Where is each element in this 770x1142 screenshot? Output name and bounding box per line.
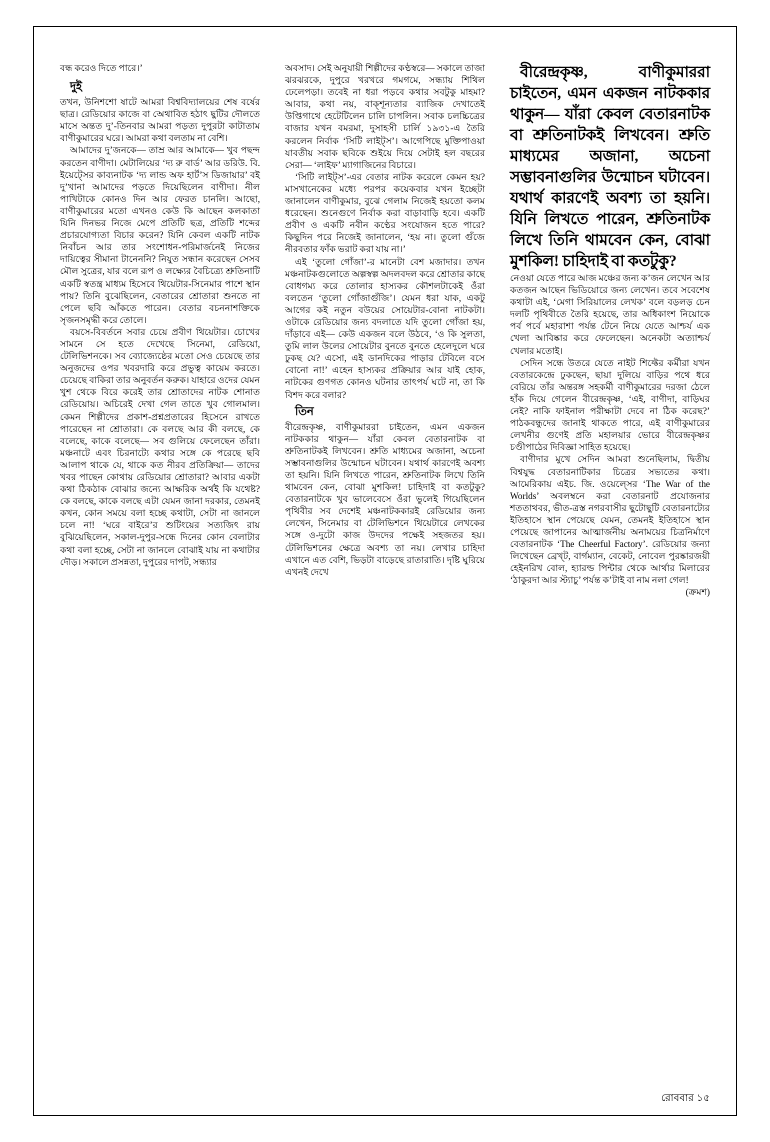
text-column-3: [510, 62, 710, 1084]
section-heading-three: তিন: [295, 405, 314, 418]
page-footer: রোববার ১৫: [661, 1093, 710, 1104]
paragraph: সেদিন সন্ধে উতরে যেতে নাইট শিফ্টের কর্মীরা যখন বেতারকেন্দ্রে ঢুকছেন, ছায়া দুলিয়ে বাড়ির পথে ধরে বেরিয়ে তাঁর অন্তরঙ্গ সহকর্মী বাণীকুমারের দরজা ঠেলে হাঁক দিয়ে গেলেন বীরেন্দ্রকৃষ্ণ, ‘এই, বাণীদা, বাড়িঘর নেই? নাকি ফাইনাল পরীক্ষাটা দেবে না ঠিক করেছ?’ পাঠকবন্ধুদের জানাই থাকতে পারে, এই বাণীকুমারের লেখনীর গুণেই প্রতি মহালয়ার ভোরে বীরেন্দ্রকৃষ্ণর চণ্ডীপাঠের দিবিজ্ঞা সাহিত হয়েছে।: [510, 357, 710, 453]
article-columns: [60, 62, 710, 1084]
paragraph: অবসাদ। সেই অনুযায়ী শিল্পীদের কণ্ঠস্বরে— সকালে তাজা ঝরঝরকে, দুপুরে খরখরে গমগমে, সন্ধ্যায় শিথিল ঢেলেপড়া। তবেই না ধরা পড়বে কথার সবটুকু মাহমা? আবার, কথা নয়, বাক্শূন্যতার ব্যাজিক দেখাতেই উপ্তিগাথে হেটেটিলেন চালি চাপলিন। সবাক চলচ্চিত্রের বাজার যখন বমরমা, দুসাহসী চার্লি ১৯৩১-এ তৈরি করলেন নির্বাক ‘সিটি লাইট্স’। আগেপিছে মুক্তিপাওয়া যাবতীয় সবাক ছবিকে শুইয়ে দিয়ে সেটাই হল বছরের সেরা— ‘লাইফ’ ম্যাগাজিনের বিচারে।: [285, 63, 485, 170]
pull-quote: বীরেন্দ্রকৃষ্ণ, বাণীকুমাররা চাইতেন, এমন একজন নাটককার থাকুন— যাঁরা কেবল বেতারনাটক বা শ্রুতিনাটকই লিখবেন। শ্রুতি মাধ্যমের অজানা, অচেনা সম্ভাবনাগুলির উন্মোচন ঘটাবেন। যথার্থ কারণেই অবশ্য তা হয়নি। যিনি লিখতে পারেন, শ্রুতিনাটক লিখে তিনি থামবেন কেন, বোঝা মুশকিল! চাহিদাই বা কতটুকু?: [510, 64, 710, 270]
text-column-2: [285, 62, 485, 1084]
paragraph: ‘সিটি লাইট্স’-এর বেতার নাটক করেলে কেমন হয়? মাসখানেকের মধ্যে পরপর কয়েকবার যখন ইচ্ছেটা জানালেন বাণীকুমার, বুঝে গেলাম নিজেই হয়তো কলম ধরেছেন। শুনেগুণে নির্বাক করা বাড়াবাড়ি হবে। একটি প্রবীণ ও একটি নবীন কণ্ঠের সংযোজন হতে পারে? কিছুদিন পরে নিজেই জানালেন, ‘হয় না। তুলো গুঁজে নীরবতার ফাঁক ভরাট করা যায় না।’: [285, 171, 485, 255]
paragraph: বয়সে-বিবর্তনে সবার চেয়ে প্রবীণ থিয়েটার। চোখের সামনে সে হতে দেখেছে সিনেমা, রেডিয়ো, টেলিভিশনকে। সব ব্যোজ্যেষ্ঠের মতো সেও চেয়েছে তার অনুজদের ওপর খবরদারি করে প্রভুত্ব কায়েম করতে। চেয়েছে বাকিরা তার অনুবর্তন করুক। যাহারে ওদের যেমন খুশ থেকে বিরে করেই তার শ্রোতাদের নাটক শোনাত রেডিয়োয়। অচিরেই দেখা গেল তাতে খুব গোলমাল। কেমন শিল্পীদের প্রকাশ-প্রশ্নপ্রতারের হিসেনে রাখতে পারেছেন না শ্রোতারা। কে বলছে আর কী বলছে, কে বলেছে, কাকে বলেছে— সব গুলিয়ে ফেলেছেন তাঁরা। মঞ্চনাটে এবং চিরনাট্যে কথার সঙ্গে কে পরেছে ছবি আলাপ থাকে যে, থাকে কত নীরব প্রতিক্রিয়া— তাদের খবর পাছেন কোথায় রেডিয়োর শ্রোতারা? আবার একটা কথা ঠিকঠাক বোঝার জন্যে আক্ষরিক অর্থই কি যথেষ্ট? কে বলছে, কাকে বলছে এটা যেমন জানা দরকার, তেমনই কখন, কোন সময়ে বলা হচ্ছে কথাটা, সেটা না জানলে চলে না! ‘ঘরে বাইরে’র শুটিংয়ের সত্যজিৎ রায় বুঝিয়েছিলেন, সকাল-দুপুর-সন্ধে দিনের কোন বেলাটার কথা বলা হচ্ছে, সেটা না জানলে বোঝাই যায় না কথাটার দৌড়। সকালে প্রসন্নতা, দুপুরের দাপট, সন্ধ্যার: [60, 326, 260, 567]
text-column-1: [60, 62, 260, 1084]
paragraph: বন্ধ করেও দিতে পারে।’: [60, 63, 143, 73]
section-heading-two: দুই: [70, 81, 83, 94]
paragraph: তখন, উনিশশো ষাটে আমরা বিশ্ববিদ্যালয়ের শেষ বর্ষের ছাত্র। রেডিয়োর কাজে বা অেথাবিত হঠাৎ ছুটির দৌলতে মাসে অন্তত দু’-তিনবার আমরা পড়ত্য দুপুরটা কাটাতাম বাণীকুমারের ঘরে। আমরা কথা বলতাম না বেশি।: [60, 97, 260, 144]
paragraph: বাণীদার মুখে সেদিন আমরা শুনেছিলাম, দ্বিতীয় বিশ্বযুদ্ধ বেতারনাটিকার চিত্রের সভ্যতের কথা। আমেরিকায় এইচ. জি. ওয়েল্সের ‘The War of the Worlds’ অবলম্বনে করা বেতারনাট প্রযোজনার শততাথবর, ভীত-ত্রস্ত নগরবাসীর ছুটোছুটি বেতারনাট্যের ইতিহাসে স্থান পেয়েছে যেমন, তেমনই ইতিহাসে স্থান পেয়েছে জাপানের আত্মার্জনীয় অনাময়ের চিত্রনির্মাণে বেতারনাটক ‘The Cheerful Factory’. রেডিয়োর জন্যা লিখেছেন ব্রেখ্ট, বার্গম্যান, বেকেট, নোবেল পুরষ্কারজয়ী হেইনরিখ বোল, হ্যারল্ড পিন্টার থেকে আর্থার মিলারের ‘ঠাকুরদা আর স্ট্যাচু’ পর্যন্ত ক’টাই বা নাম নলা গেল!: [510, 454, 710, 586]
paragraph: বীরেন্দ্রকৃষ্ণ, বাণীকুমাররা চাইতেন, এমন একজন নাটককার থাকুন— যাঁরা কেবল বেতারনাটক বা শ্রুতিনাটকই লিখবেন। শ্রুতি মাধ্যমের অজানা, অচেনা সম্ভাবনাগুলির উন্মোচন ঘটাবেন। যথার্থ কারণেই অবশ্য তা হয়নি। যিনি লিখতে পারেন, শ্রুতিনাটক লিখে তিনি থামবেন কেন, বোঝা মুশকিল! চাহিদাই বা কতটুকু? বেতারনাটকে খুব ভালেবেসে ওঁরা ভুলেই গিয়েছিলেন পৃথিবীর সব দেশেই মঞ্চনাটককারই রেডিয়োর জন্য লেখেন, সিনেমার বা টেলিভিশনে থিয়েটারে লেখকের সঙ্গে ও-দুটো কাজ উদদের পক্ষেই সহজতর হয়। টেলিভিশনের ক্ষেত্রে অবশ্য তা নয়। লেখার চাহিদা এখানে এত বেশি, ভিড়টা বাড়েছে রাতারাতি। দৃষ্টি ঘুরিয়ে এখনই দেখে: [285, 421, 485, 577]
paragraph: আমাদের দু’জনকে— তাম্র আর আমাকে— খুব পছন্দ করতেন বাণীদা। মেটালিয়ের ‘দ্য রু বার্ড’ আর ডরিউ. বি. ইয়েট্সের কাব্যনাটক ‘দ্য লান্ড অফ হার্ট’স ডিজায়ার’ বই দু’খানা আমাদের পড়তে দিয়েছিলেন বাণীদা। নীল পাখিটাকে কোনও দিন আর ফেরত চানলি। আছো, বাণীকুমারের মতো এখনও কেউ কি আছেন কলকাতা যিনি দিনভর নিজে মেপে প্রতিটি ছত্র, প্রতিটি শব্দের প্রচারযোগ্যতা বিচার করেন? যিনি কেবল একটি নাটক নিবাঁচন আর তার সংশোধন-পরিমার্জনেই নিজের দায়িত্বের সীমানা টানেননি? নিযুত সন্ধান করেছেন সেসব মৌল সুত্রের, যার বলে রূপ ও লক্ষ্যের বৈচিত্র্যে শ্রুতিনাটি একটি স্বতন্ত্র মাধ্যম হিসেবে থিয়েটার-সিনেমার পাশে স্থান পায়? তিনি বুঝেছিলেন, বেতারের শ্রোতারা শুনতে না পেলে ছবি আঁকতে পারেন। বেতার বচননাশক্তিকে সৃজনসমৃদ্ধী করে তোলে।: [60, 145, 260, 325]
paragraph: এই ‘তুলো গোঁজা’-র মানেটা বেশ মজাদার। তখন মঞ্চনাটকগুলোতে অল্পস্বল্প অদলবদল করে শ্রোতার কাছে বোধগম্য করে তোলার হাস্যকর কৌশলটাকেই ওঁরা বলতেন ‘তুলো গোঁজাগুঁজি’। যেমন ধরা যাক, একটু আগের কই নতুন বউয়ের সোয়েটার-বোনা নাটকটা। ওটাকে রেডিয়োর জন্য বদলাতে যদি তুলো গোঁজা হয়, দাঁড়াবে এই— কেউ একজন বলে উঠবে, ‘ও কি সুলতা, তুমি লাল উলের সোয়েটার বুনতে বুনতে হেলেদুলে ঘরে ঢুকছ যে? এসো, এই ডানদিকের পাড়ার টেবিলে বসে বোনো না!’ এহেন হাস্যকর প্রক্রিয়ার আর যাই হোক, নাটকের গুণগত কোনও ঘটনার তাৎপর্য ঘটে না, তা কি বিশদ করে বলার?: [285, 256, 485, 400]
paragraph: নেওয়া যেতে পারে আজ মঞ্চের জন্য ক’জন লেখেন আর কতজন আছেন ভিডিয়োরে জন্য লেখেন। তবে সবেশেষ কথাটা এই, ‘মেগা সিরিয়ালের লেখক’ বলে বড়লড় চেন দলটি পৃথিবীতে তৈরি হয়েছে, তার অধিকাংশ নিয়োকে পর্ব পর্বে মহারাশা পর্যন্ত টেনে নিয়ে যেতে আশ্চর্য এক খেলা আবিষ্কার করে ফেলেছেন। অনেকটা অত্যাশ্চর্য খেলার মতোই।: [510, 273, 711, 356]
continuation-marker: (ক্রমশ): [685, 587, 710, 598]
